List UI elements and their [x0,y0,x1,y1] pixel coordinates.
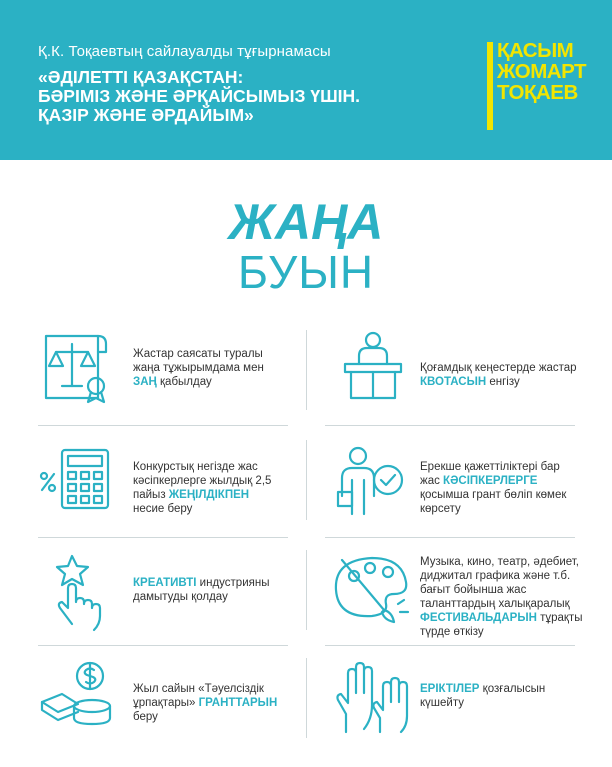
law-document-scales-icon [38,328,118,408]
column-divider [306,658,307,738]
section-title-main: ЖАҢА [228,194,384,250]
podium-speaker-icon [335,326,415,406]
header-title: «ӘДІЛЕТТІ ҚАЗАҚСТАН: БӘРІМІЗ ЖӘНЕ ӘРҚАЙСЫМЫЗ ҮШІН. ҚАЗІР ЖӘНЕ ӘРДАЙЫМ» [38,67,361,125]
header-subtitle: Қ.К. Тоқаевтың сайлауалды тұғырнамасы [38,43,331,60]
item-text-4: Ерекше қажеттіліктері бар жас КӘСІПКЕРЛЕРГЕ қосымша грант бөліп көмек көрсету [420,461,567,515]
column-divider [306,330,307,410]
item-text-1: Жастар саясаты туралы жаңа тұжырымдама мен ЗАҢ қабылдау [133,348,264,388]
raised-hands-icon [332,656,412,736]
row-divider [325,425,575,426]
item-text-7: Жыл сайын «Тәуелсіздік ұрпақтары» ГРАНТТАРЫН беру [133,683,278,723]
row-divider [38,425,288,426]
row-divider [38,537,288,538]
logo-accent-bar [487,42,493,130]
section-title-sub: БУЫН [237,246,375,298]
item-text-3: Конкурстық негізде жас кәсіпкерлерге жылдық 2,5 пайыз ЖЕҢІЛДІКПЕН несие беру [133,461,272,515]
column-divider [306,550,307,630]
header-banner [0,0,612,160]
item-text-8: ЕРІКТІЛЕР қозғалысын күшейту [420,683,546,709]
item-text-6: Музыка, кино, театр, әдебиет, диджитал графика және т.б. бағыт бойынша жас таланттардың халықаралық ФЕСТИВАЛЬДАРЫН тұрақты түрде өткізу [420,556,583,638]
person-checkmark-icon [332,440,412,520]
column-divider [306,440,307,520]
calculator-percent-icon [38,440,118,520]
row-divider [325,645,575,646]
money-bag-coin-icon [38,656,118,736]
palette-brush-icon [332,550,412,630]
hand-star-icon [38,552,118,632]
item-text-2: Қоғамдық кеңестерде жастар КВОТАСЫН енгізу [420,362,577,388]
item-text-5: КРЕАТИВТІ индустрияны дамытуды қолдау [133,577,270,603]
row-divider [38,645,288,646]
candidate-logo: ҚАСЫМ ЖОМАРТ ТОҚАЕВ [497,39,587,104]
row-divider [325,537,575,538]
